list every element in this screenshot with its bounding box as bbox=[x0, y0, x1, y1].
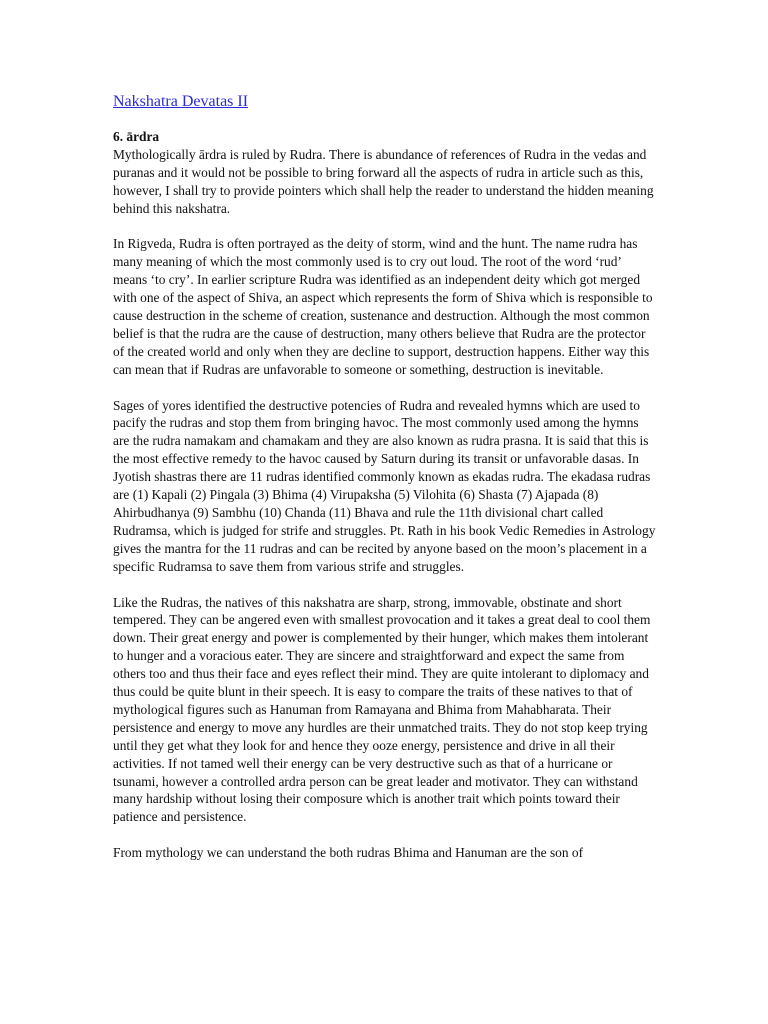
paragraph-1: Mythologically ārdra is ruled by Rudra. There is abundance of references of Rudra in the vedas and puranas and it would not be possible to bring forward all the aspects of rudra in article such as this, however, I shall try to provide pointers which shall help the reader to understand the hidden meaning behind this nakshatra. bbox=[113, 146, 654, 216]
paragraph-5: From mythology we can understand the both rudras Bhima and Hanuman are the son of bbox=[113, 845, 584, 861]
paragraph-2: In Rigveda, Rudra is often portrayed as the deity of storm, wind and the hunt. The name rudra has many meaning of which the most commonly used is to cry out loud. The root of the word ‘rud’ means ‘to cry’. In earlier scripture Rudra was identified as an independent deity which got merged with one of the aspect of Shiva, an aspect which represents the form of Shiva which is responsible to cause destruction in the scheme of creation, sustenance and destruction. Although the most common belief is that the rudra are the cause of destruction, many others believe that Rudra are the protector of the created world and only when they are decline to support, destruction happens. Either way this can mean that if Rudras are unfavorable to someone or something, destruction is inevitable. bbox=[113, 236, 653, 377]
paragraph-4: Like the Rudras, the natives of this nakshatra are sharp, strong, immovable, obstinate and short tempered. They can be angered even with smallest provocation and it takes a great deal to cool them down. Their great energy and power is complemented by their hunger, which makes them intolerant to hunger and a voracious eater. They are sincere and straightforward and expect the same from others too and thus their face and eyes reflect their mind. They are quite intolerant to diplomacy and thus could be quite blunt in their speech. It is easy to compare the traits of these natives to that of mythological figures such as Hanuman from Ramayana and Bhima from Mahabharata. Their persistence and energy to move any hurdles are their unmatched traits. They do not stop keep trying until they get what they look for and hence they ooze energy, persistence and drive in all their activities. If not tamed well their energy can be very destructive such as that of a hurricane or tsunami, however a controlled ardra person can be great leader and motivator. They can withstand many hardship without losing their composure which is another trait which points toward their patience and persistence. bbox=[113, 594, 651, 825]
paragraph-3: Sages of yores identified the destructive potencies of Rudra and revealed hymns which are used to pacify the rudras and stop them from bringing havoc. The most commonly used among the hymns are the rudra namakam and chamakam and they are also known as rudra prasna. It is said that this is the most effective remedy to the havoc caused by Saturn during its transit or unfavorable dasas. In Jyotish shastras there are 11 rudras identified commonly known as ekadas rudra. The ekadasa rudras are (1) Kapali (2) Pingala (3) Bhima (4) Virupaksha (5) Vilohita (6) Shasta (7) Ajapada (8) Ahirbudhanya (9) Sambhu (10) Chanda (11) Bhava and rule the 11th divisional chart called Rudramsa, which is judged for strife and struggles. Pt. Rath in his book Vedic Remedies in Astrology gives the mantra for the 11 rudras and can be recited by anyone based on the moon’s placement in a specific Rudramsa to save them from various strife and struggles. bbox=[113, 397, 656, 574]
document-title-link[interactable]: Nakshatra Devatas II bbox=[113, 93, 249, 110]
section-heading: 6. ārdra bbox=[113, 129, 160, 144]
document-page bbox=[113, 92, 658, 880]
